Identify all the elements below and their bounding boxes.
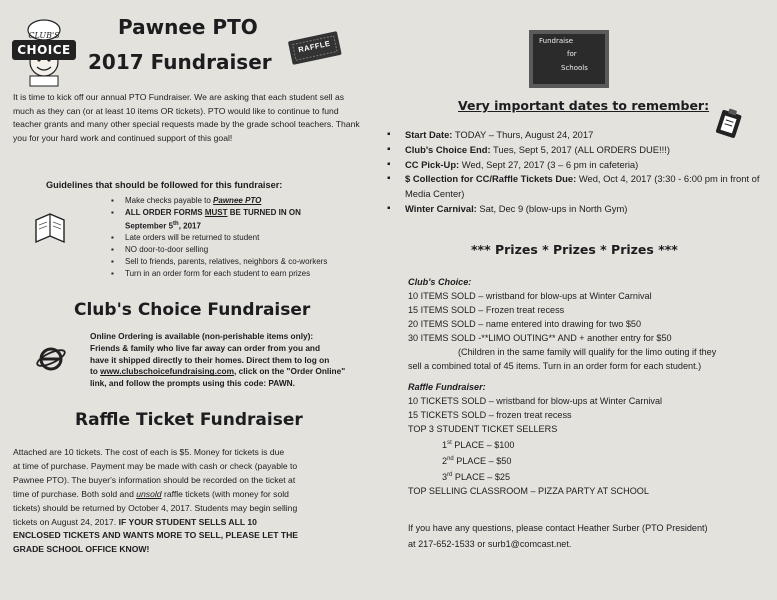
raffle-ticket-label: RAFFLE	[297, 38, 332, 55]
page-title-line2: 2017 Fundraiser	[88, 50, 272, 74]
dates-heading: Very important dates to remember:	[458, 98, 710, 113]
clubs-choice-subheading: Club's Choice:	[408, 277, 472, 287]
clubs-choice-prizes	[408, 275, 773, 373]
books-icon	[32, 208, 68, 248]
page-title-line1: Pawnee PTO	[118, 15, 258, 39]
date-item: ▪ CC Pick-Up: Wed, Sept 27, 2017 (3 – 6 pm in cafeteria)	[387, 158, 767, 173]
chalk-line-1: Fundraise	[539, 37, 574, 45]
prize-note: (Children in the same family will qualify for the limo outing if they	[458, 347, 717, 357]
payee: Pawnee PTO	[213, 196, 262, 205]
place-line: 1st PLACE – $100	[442, 440, 515, 451]
online-ordering-text: Online Ordering is available (non-perishable items only): Friends & family who live far away can order from you and have it shipped directly to their homes. Direct them to log on to www.clubschoicefundraising.com, click on the "Order Online" link, and follow the prompts using this code: PAWN.	[90, 331, 346, 389]
guideline-item: ▪ Late orders will be returned to student	[111, 232, 371, 244]
prize-line: 15 TICKETS SOLD – frozen treat recess	[408, 410, 572, 420]
date-item: ▪ Start Date: TODAY – Thurs, August 24, 2017	[387, 128, 767, 143]
chalk-line-3: Schools	[561, 64, 588, 72]
raffle-heading: Raffle Ticket Fundraiser	[75, 410, 303, 430]
raffle-subheading: Raffle Fundraiser:	[408, 382, 486, 392]
clubs-choice-logo	[10, 18, 78, 88]
prizes-heading: *** Prizes * Prizes * Prizes ***	[471, 242, 678, 257]
prize-note: sell a combined total of 45 items. Turn in an order form for each student.)	[408, 361, 702, 371]
prize-line: 10 ITEMS SOLD – wristband for blow-ups at Winter Carnival	[408, 291, 652, 301]
guideline-item: ▪ Make checks payable to Pawnee PTO	[111, 195, 371, 207]
prize-line: 15 ITEMS SOLD – Frozen treat recess	[408, 305, 565, 315]
logo-text-top: CLUB'S	[28, 31, 60, 40]
intro-paragraph: It is time to kick off our annual PTO Fundraiser. We are asking that each student sell as much as they can (or at least 10 items OR tickets). PTO would like to continue to fund teacher grants and many other special requests made by the grade school teachers. Thank you for your hard work and continued support of this goal!	[13, 92, 360, 143]
guidelines-list	[111, 195, 371, 280]
chalkboard-graphic	[529, 30, 609, 88]
raffle-ticket-graphic	[286, 26, 344, 72]
raffle-prizes	[408, 380, 773, 498]
guideline-item: ▪ Sell to friends, parents, relatives, neighbors & co-workers	[111, 256, 371, 268]
chalk-line-2: for	[567, 50, 577, 58]
contact-info: If you have any questions, please contact Heather Surber (PTO President) at 217-652-1533 or surb1@comcast.net.	[408, 523, 708, 549]
place-line: 3rd PLACE – $25	[442, 472, 511, 483]
prize-line: TOP 3 STUDENT TICKET SELLERS	[408, 424, 558, 434]
clubs-choice-heading: Club's Choice Fundraiser	[74, 300, 311, 320]
guideline-item: ▪ NO door-to-door selling	[111, 244, 371, 256]
prize-line: 10 TICKETS SOLD – wristband for blow-ups at Winter Carnival	[408, 396, 663, 406]
dates-list	[387, 128, 767, 217]
date-item: ▪ Club's Choice End: Tues, Sept 5, 2017 (ALL ORDERS DUE!!!)	[387, 143, 767, 158]
prize-line: 20 ITEMS SOLD – name entered into drawing for two $50	[408, 319, 642, 329]
guidelines-heading: Guidelines that should be followed for this fundraiser:	[46, 180, 283, 190]
prize-line: 30 ITEMS SOLD -**LIMO OUTING** AND + another entry for $50	[408, 333, 672, 343]
internet-explorer-icon	[36, 343, 66, 373]
website-link[interactable]: www.clubschoicefundraising.com	[100, 366, 234, 377]
place-line: 2nd PLACE – $50	[442, 456, 512, 467]
date-item: ▪ Winter Carnival: Sat, Dec 9 (blow-ups in North Gym)	[387, 202, 767, 217]
logo-text-main: CHOICE	[17, 43, 71, 57]
guideline-item: ▪ ALL ORDER FORMS MUST BE TURNED IN ON September 5th, 2017	[111, 207, 371, 232]
guideline-item: ▪ Turn in an order form for each student to earn prizes	[111, 268, 371, 280]
raffle-paragraph: Attached are 10 tickets. The cost of each is $5. Money for tickets is due at time of purchase. Payment may be made with cash or check (payable to Pawnee PTO). The buyer's information should be recorded on the ticket at time of purchase. Both sold and unsold raffle tickets (with money for sold tickets) should be returned by October 4, 2017. Students may begin selling tickets on August 24, 2017. IF YOUR STUDENT SELLS ALL 10 ENCLOSED TICKETS AND WANTS MORE TO SELL, PLEASE LET THE GRADE SCHOOL OFFICE KNOW!	[13, 447, 299, 555]
date-item: ▪ $ Collection for CC/Raffle Tickets Due: Wed, Oct 4, 2017 (3:30 - 6:00 pm in front of Media Center)	[387, 172, 767, 202]
prize-line: TOP SELLING CLASSROOM – PIZZA PARTY AT SCHOOL	[408, 486, 649, 497]
